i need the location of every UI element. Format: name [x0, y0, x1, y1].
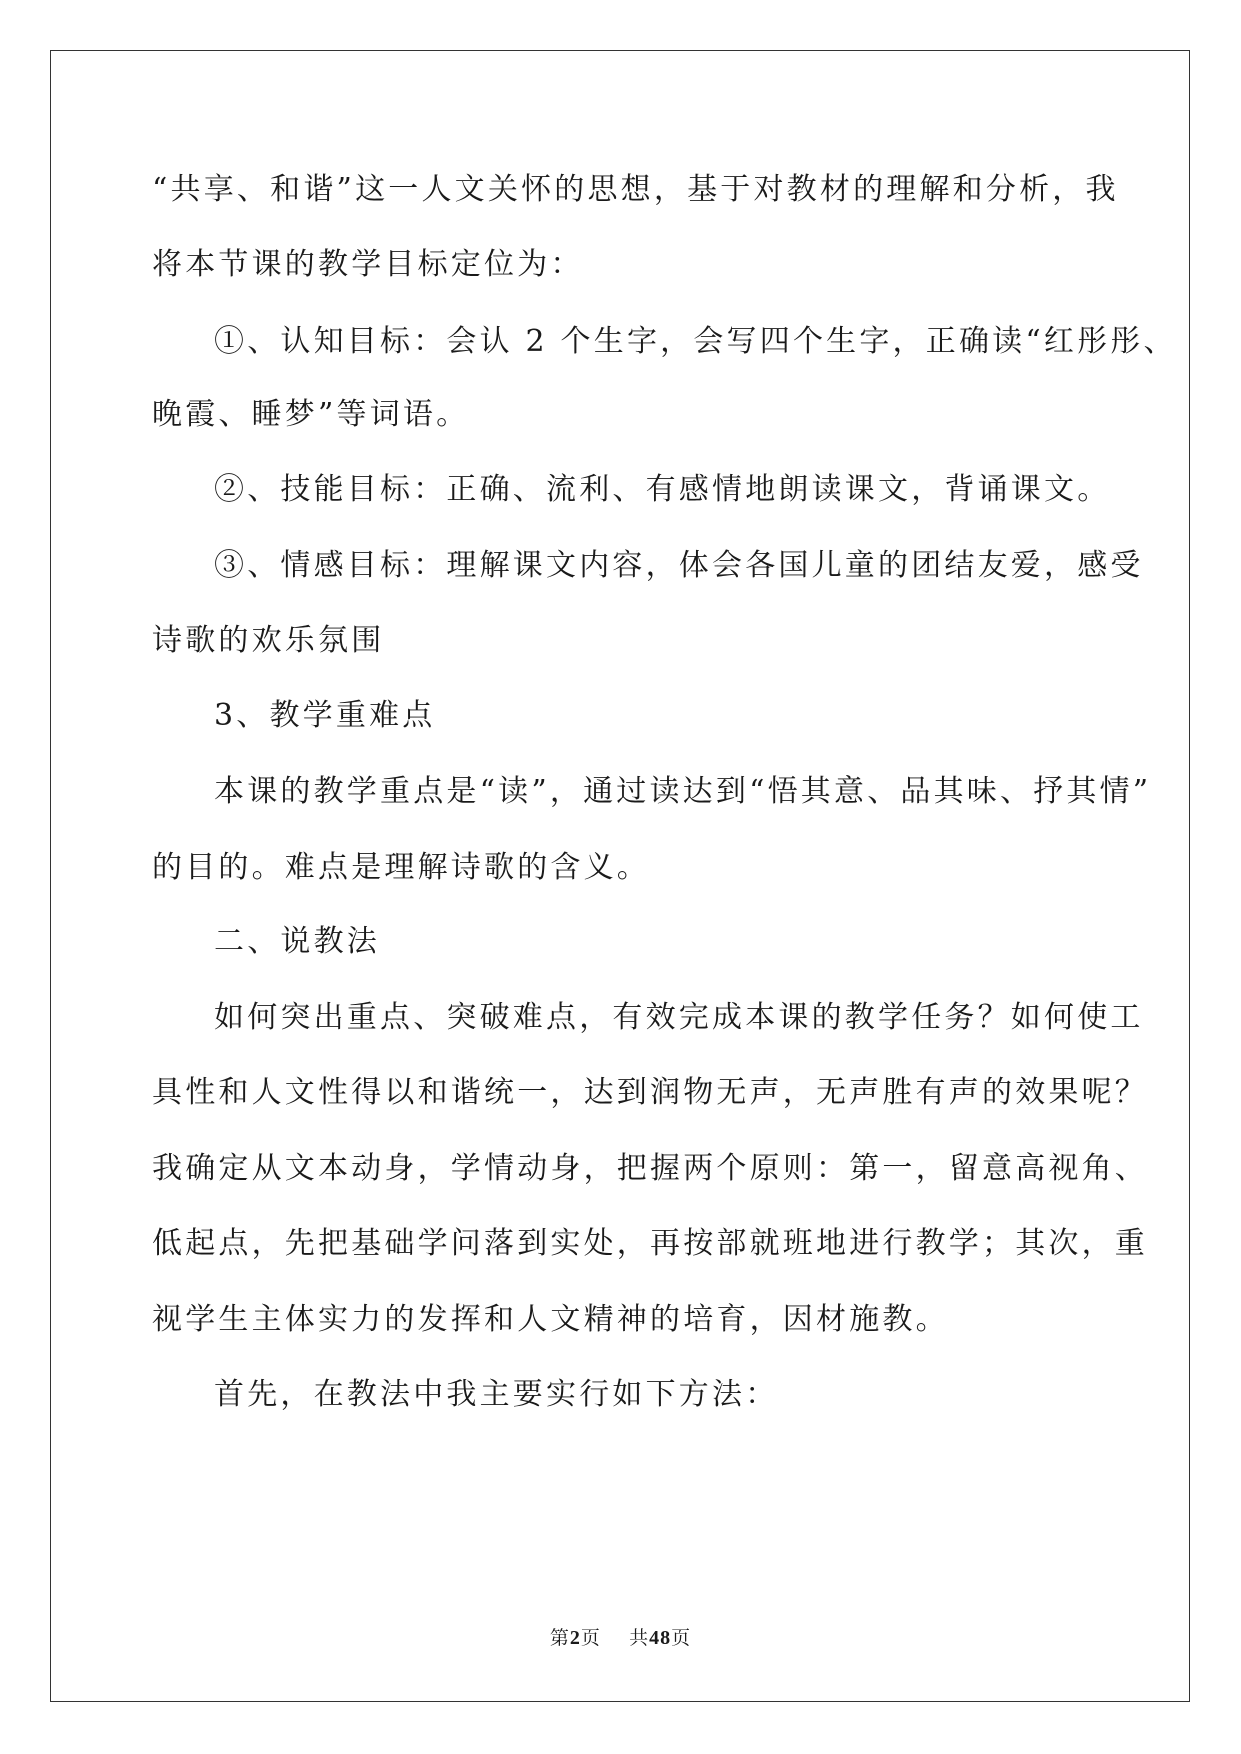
body-line: 诗歌的欢乐氛围	[152, 623, 385, 658]
body-line: ③、情感目标：理解课文内容，体会各国儿童的团结友爱，感受	[214, 548, 1144, 583]
body-line: “共享、和谐”这一人文关怀的思想，基于对教材的理解和分析，我	[152, 172, 1119, 207]
body-line: 我确定从文本动身，学情动身，把握两个原则：第一，留意高视角、	[152, 1151, 1148, 1186]
body-line: ②、技能目标：正确、流利、有感情地朗读课文，背诵课文。	[214, 472, 1111, 507]
body-line: 晚霞、睡梦”等词语。	[152, 397, 470, 432]
body-line: ①、认知目标：会认 2 个生字，会写四个生字，正确读“红彤彤、	[214, 324, 1177, 359]
body-line: 首先，在教法中我主要实行如下方法：	[214, 1377, 779, 1412]
total-pages: 48	[649, 1627, 672, 1649]
page-suffix: 页	[580, 1627, 601, 1649]
body-line: 低起点，先把基础学问落到实处，再按部就班地进行教学；其次，重	[152, 1226, 1148, 1261]
total-prefix: 共	[629, 1627, 650, 1649]
body-line: 将本节课的教学目标定位为：	[152, 247, 584, 282]
page-footer	[0, 1626, 1241, 1650]
body-line: 具性和人文性得以和谐统一，达到润物无声，无声胜有声的效果呢？	[152, 1075, 1148, 1110]
page-number: 2	[569, 1627, 581, 1649]
body-line: 如何突出重点、突破难点，有效完成本课的教学任务？如何使工	[214, 1000, 1144, 1035]
body-line: 视学生主体实力的发挥和人文精神的培育，因材施教。	[152, 1302, 949, 1337]
body-line: 的目的。难点是理解诗歌的含义。	[152, 850, 650, 885]
page-prefix: 第	[549, 1627, 570, 1649]
body-line: 本课的教学重点是“读”，通过读达到“悟其意、品其味、抒其情”	[214, 774, 1152, 809]
total-suffix: 页	[671, 1627, 692, 1649]
section-heading: 3、教学重难点	[214, 698, 436, 733]
section-heading: 二、说教法	[214, 924, 380, 959]
